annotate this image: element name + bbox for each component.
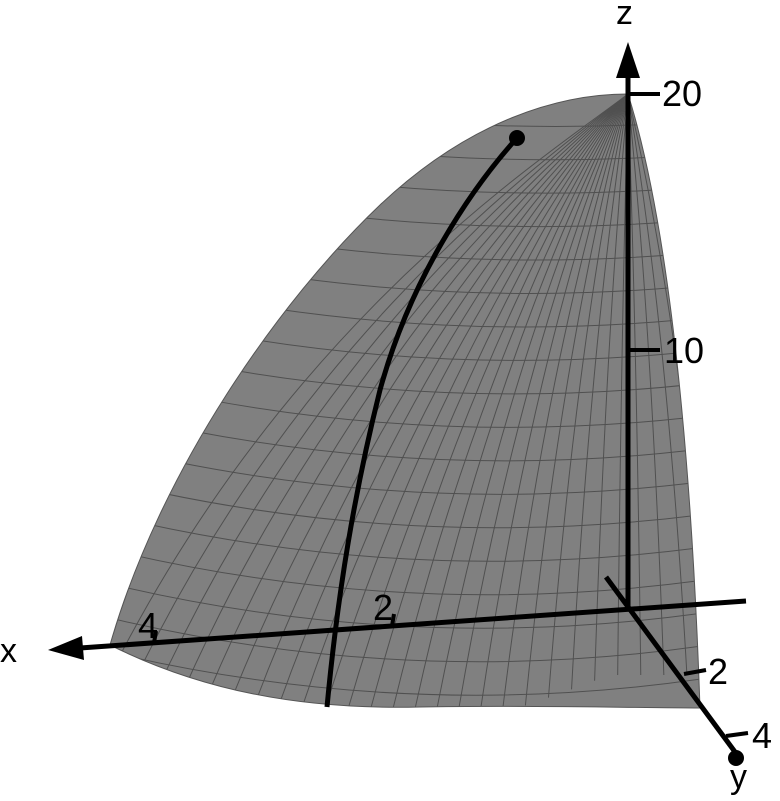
x-tick-label-2: 2: [373, 587, 394, 628]
x-axis-label: x: [0, 632, 17, 670]
z-axis-label: z: [616, 0, 633, 32]
x-tick-label-4: 4: [138, 605, 159, 646]
y-tick-4: [726, 733, 748, 736]
paraboloid-surface: [110, 94, 700, 708]
z-tick-label-10: 10: [664, 330, 705, 371]
x-axis-arrow: [48, 636, 84, 660]
y-tick-label-2: 2: [708, 651, 729, 692]
y-tick-label-4: 4: [752, 715, 773, 756]
curve-point: [509, 130, 525, 146]
z-tick-label-20: 20: [662, 73, 703, 114]
z-axis-arrow: [616, 42, 640, 78]
y-axis-label: y: [730, 758, 747, 796]
